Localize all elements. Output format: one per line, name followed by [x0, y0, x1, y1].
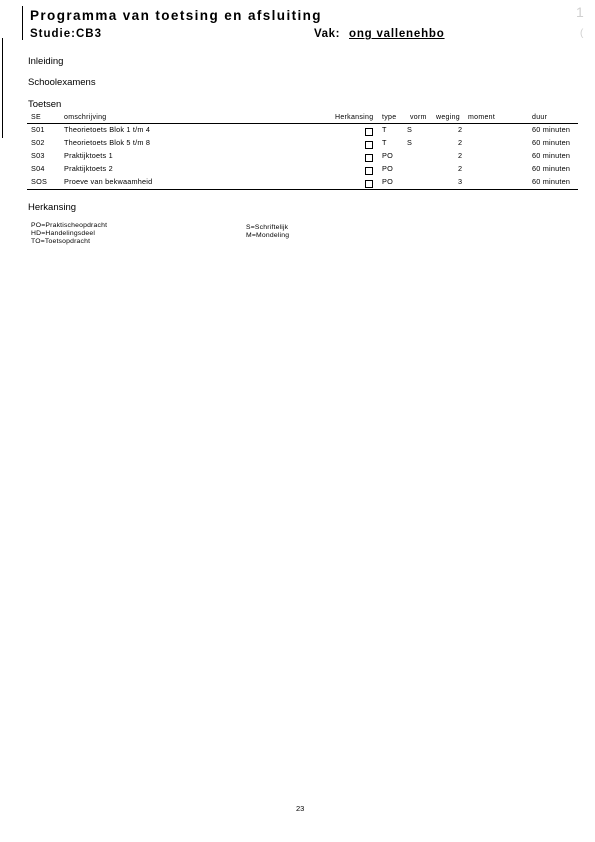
herkansing-checkbox[interactable] [365, 141, 373, 149]
cell-duur: 60 minuten [532, 164, 571, 173]
col-header-duur: duur [532, 114, 548, 121]
col-header-omschrijving: omschrijving [64, 114, 107, 121]
section-inleiding: Inleiding [28, 56, 64, 67]
margin-vertical-rule [2, 38, 3, 138]
cell-weging: 2 [458, 164, 463, 173]
table-row [0, 138, 595, 151]
legend-item: TO=Toetsopdracht [31, 238, 91, 246]
cell-type: PO [382, 151, 393, 160]
legend-item: PO=Praktischeopdracht [31, 222, 108, 229]
cell-duur: 60 minuten [532, 177, 571, 186]
table-row [0, 151, 595, 164]
legend-right [246, 224, 289, 240]
cell-duur: 60 minuten [532, 125, 571, 134]
cell-omschrijving: Theorietoets Blok 5 t/m 8 [64, 138, 151, 147]
cell-weging: 3 [458, 177, 463, 186]
cell-weging: 2 [458, 138, 463, 147]
cell-omschrijving: Proeve van bekwaamheid [64, 177, 153, 186]
col-header-vorm: vorm [410, 114, 427, 121]
cell-type: T [382, 125, 387, 134]
cell-se: S03 [31, 151, 45, 160]
col-header-se: SE [31, 114, 41, 121]
cell-se: S04 [31, 164, 45, 173]
herkansing-checkbox[interactable] [365, 128, 373, 136]
col-header-moment: moment [468, 114, 496, 121]
cell-type: PO [382, 177, 393, 186]
col-header-herkansing: Herkansing [335, 114, 374, 121]
herkansing-checkbox[interactable] [365, 154, 373, 162]
cell-weging: 2 [458, 125, 463, 134]
table-row [0, 125, 595, 138]
section-herkansing: Herkansing [28, 202, 77, 213]
header-vertical-rule [22, 6, 23, 40]
legend-item: HD=Handelingsdeel [31, 230, 96, 238]
herkansing-checkbox[interactable] [365, 180, 373, 188]
herkansing-checkbox[interactable] [365, 167, 373, 175]
cell-duur: 60 minuten [532, 151, 571, 160]
cell-vorm: S [407, 138, 413, 147]
page-number: 23 [296, 804, 305, 813]
cell-omschrijving: Theorietoets Blok 1 t/m 4 [64, 125, 151, 134]
vak-label: Vak: [314, 28, 341, 40]
section-toetsen: Toetsen [28, 99, 62, 110]
cell-se: S01 [31, 125, 45, 134]
table-top-rule [27, 123, 578, 124]
corner-mark-secondary: ( [580, 28, 584, 39]
cell-type: PO [382, 164, 393, 173]
corner-mark: 1 [576, 4, 584, 20]
section-schoolexamens: Schoolexamens [28, 77, 96, 88]
vak-value: ong vallenehbo [349, 28, 445, 40]
table-bottom-rule [27, 189, 578, 190]
cell-omschrijving: Praktijktoets 2 [64, 164, 113, 173]
legend-left [31, 222, 107, 247]
legend-item: M=Mondeling [246, 232, 290, 240]
col-header-type: type [382, 114, 397, 121]
cell-type: T [382, 138, 387, 147]
table-row [0, 164, 595, 177]
cell-vorm: S [407, 125, 413, 134]
cell-weging: 2 [458, 151, 463, 160]
cell-duur: 60 minuten [532, 138, 571, 147]
legend-item: S=Schriftelijk [246, 224, 289, 231]
cell-se: S02 [31, 138, 45, 147]
cell-omschrijving: Praktijktoets 1 [64, 151, 113, 160]
page-title: Programma van toetsing en afsluiting [30, 8, 322, 23]
cell-se: SOS [31, 177, 48, 186]
col-header-weging: weging [436, 114, 460, 121]
studie-label: Studie:CB3 [30, 28, 102, 40]
